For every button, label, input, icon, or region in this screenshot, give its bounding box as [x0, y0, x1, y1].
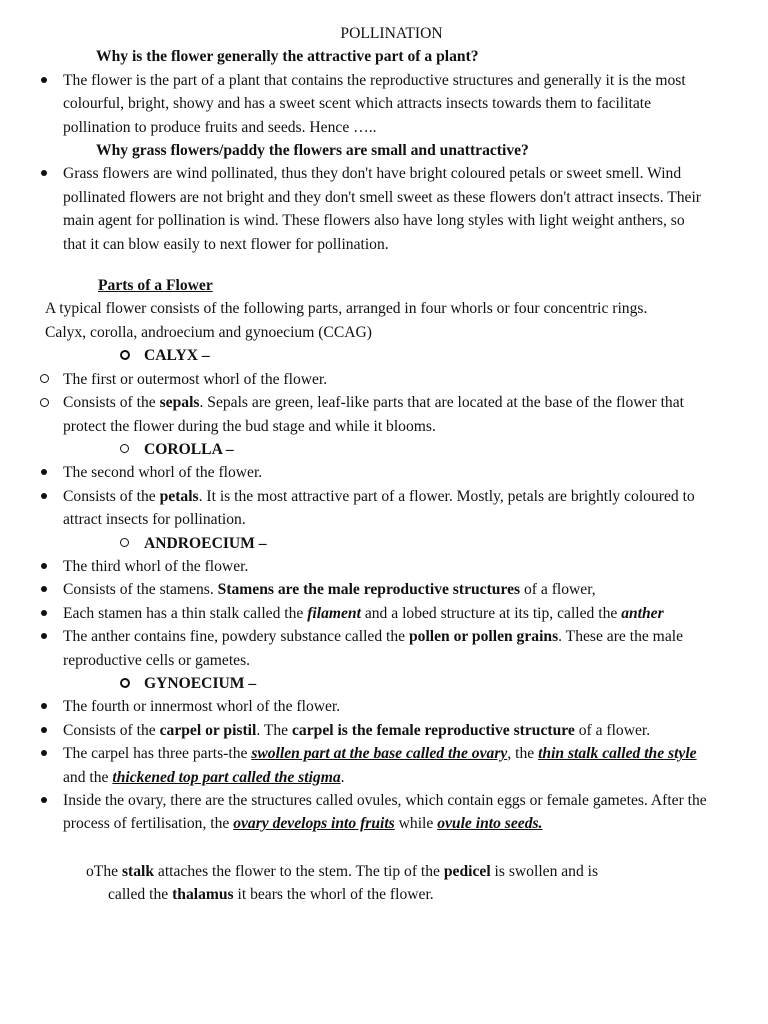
bold-term: carpel or pistil: [159, 721, 257, 739]
text-span: Inside the ovary, there are the structures called ovules, which contain eggs or female gametes. After the process of fertilisation, the: [63, 792, 707, 833]
calyx-item-1: The first or outermost whorl of the flower.: [63, 370, 328, 388]
bold-term: stalk: [121, 862, 155, 880]
text-span: of a flower,: [520, 581, 596, 599]
text-span: .: [340, 768, 345, 786]
androecium-heading-row: [0, 532, 768, 555]
list-item: [0, 485, 768, 532]
text-span: Consists of the: [63, 721, 160, 739]
page-title: POLLINATION: [340, 25, 443, 42]
list-item: [0, 602, 768, 625]
list-item: [0, 368, 768, 391]
bullet-icon: [36, 719, 52, 742]
text-span: Each stamen has a thin stalk called the: [63, 604, 308, 622]
bullet-icon: [36, 578, 52, 601]
question-2: Why grass flowers/paddy the flowers are small and unattractive?: [96, 142, 529, 160]
hollow-bullet-icon: o: [86, 862, 94, 880]
list-item: [0, 719, 768, 742]
list-item: [0, 461, 768, 484]
text-span: is swollen and is: [490, 862, 599, 880]
bold-term: sepals: [159, 394, 200, 412]
text-span: The anther contains fine, powdery substance called the: [63, 628, 409, 646]
bold-italic-underlined-term: thin stalk called the style: [538, 745, 697, 763]
text-span: . These are the male reproductive cells or gametes.: [63, 628, 683, 669]
stalk-paragraph: [0, 860, 768, 907]
hollow-bullet-icon: [120, 672, 144, 695]
text-span: , the: [507, 745, 539, 763]
gynoecium-heading: GYNOECIUM –: [144, 674, 257, 692]
bold-term: petals: [159, 487, 199, 505]
bold-italic-term: filament: [307, 604, 361, 622]
text-span: The: [93, 862, 122, 880]
list-item: [0, 742, 768, 789]
intro-line-2: Calyx, corolla, androecium and gynoecium (CCAG): [45, 323, 372, 341]
document-page: [0, 22, 768, 907]
text-span: of a flower.: [574, 721, 651, 739]
question-1: Why is the flower generally the attractive part of a plant?: [96, 48, 479, 66]
intro-line-1: A typical flower consists of the following parts, arranged in four whorls or four concentric rings.: [45, 300, 648, 318]
list-item: [0, 391, 768, 438]
text-span: it bears the whorl of the flower.: [233, 886, 434, 904]
list-item: [0, 162, 768, 256]
bullet-icon: [36, 485, 52, 508]
text-span: Consists of the stamens.: [63, 581, 218, 599]
gynoecium-item-1: The fourth or innermost whorl of the flower.: [63, 698, 341, 716]
section-heading: [0, 274, 768, 297]
hollow-bullet-icon: [36, 391, 52, 414]
gynoecium-heading-row: [0, 672, 768, 695]
list-item: [0, 69, 768, 139]
list-item: [0, 789, 768, 836]
bold-italic-underlined-term: thickened top part called the stigma: [112, 768, 341, 786]
text-span: . Sepals are green, leaf-like parts that are located at the base of the flower that protect the flower during the bud stage and while it blooms.: [63, 394, 684, 435]
bold-term: carpel is the female reproductive structure: [292, 721, 575, 739]
text-span: Consists of the: [63, 487, 160, 505]
corolla-item-1: The second whorl of the flower.: [63, 464, 263, 482]
parts-heading: Parts of a Flower: [98, 277, 213, 295]
text-span: attaches the flower to the stem. The tip of the: [154, 862, 444, 880]
text-span: . The: [256, 721, 293, 739]
hollow-bullet-icon: [120, 344, 144, 367]
text-span: called the: [108, 886, 173, 904]
hollow-bullet-icon: [36, 368, 52, 391]
hollow-bullet-icon: [120, 532, 144, 555]
bullet-icon: [36, 555, 52, 578]
list-item: [0, 625, 768, 672]
paragraph-2: Grass flowers are wind pollinated, thus they don't have bright coloured petals or sweet smell. Wind pollinated flowers are not bright and they don't smell sweet as these flowers don't attract insects. Their main agent for pollination is wind. These flowers also have long styles with light weight anthers, so that it can blow easily to next flower for pollination.: [63, 165, 702, 253]
bold-term: pedicel: [443, 862, 491, 880]
text-span: The carpel has three parts-the: [63, 745, 252, 763]
bold-italic-underlined-term: ovary develops into fruits: [233, 815, 395, 833]
text-span: and a lobed structure at its tip, called the: [360, 604, 622, 622]
bullet-icon: [36, 162, 52, 185]
bullet-icon: [36, 69, 52, 92]
bold-term: Stamens are the male reproductive structures: [217, 581, 521, 599]
list-item: [0, 555, 768, 578]
list-item: [0, 695, 768, 718]
bold-italic-underlined-term: ovule into seeds.: [437, 815, 543, 833]
bullet-icon: [36, 695, 52, 718]
bullet-icon: [36, 602, 52, 625]
text-span: and the: [63, 768, 113, 786]
corolla-heading: COROLLA –: [144, 440, 234, 458]
bold-italic-term: anther: [621, 604, 664, 622]
hollow-bullet-icon: [120, 438, 144, 461]
calyx-heading-row: [0, 344, 768, 367]
calyx-heading: CALYX –: [144, 347, 210, 365]
corolla-heading-row: [0, 438, 768, 461]
text-span: while: [394, 815, 438, 833]
bold-term: pollen or pollen grains: [408, 628, 559, 646]
paragraph-1: The flower is the part of a plant that contains the reproductive structures and generally it is the most colourful, bright, showy and has a sweet scent which attracts insects towards them to facilitate pollination to produce fruits and seeds. Hence …..: [63, 71, 686, 136]
text-span: Consists of the: [63, 394, 160, 412]
bullet-icon: [36, 742, 52, 765]
bold-italic-underlined-term: swollen part at the base called the ovary: [251, 745, 508, 763]
bullet-icon: [36, 625, 52, 648]
bold-term: thalamus: [172, 886, 234, 904]
androecium-heading: ANDROECIUM –: [144, 534, 267, 552]
list-item: [0, 578, 768, 601]
text-span: . It is the most attractive part of a flower. Mostly, petals are brightly coloured to attract insects for pollination.: [63, 487, 695, 529]
bullet-icon: [36, 789, 52, 812]
androecium-item-1: The third whorl of the flower.: [63, 557, 249, 575]
bullet-icon: [36, 461, 52, 484]
